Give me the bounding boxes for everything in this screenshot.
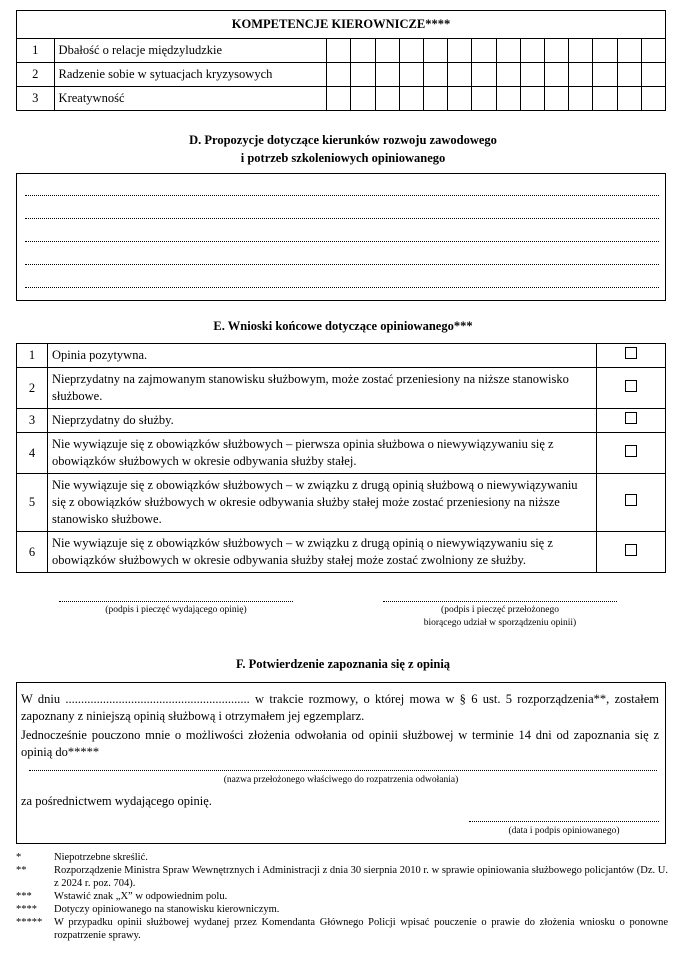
row-number: 4: [17, 433, 48, 474]
rating-cell[interactable]: [496, 39, 520, 63]
rating-cell[interactable]: [544, 63, 568, 87]
conclusion-checkbox[interactable]: [625, 445, 637, 457]
rating-cell[interactable]: [593, 39, 617, 63]
rating-cell[interactable]: [448, 63, 472, 87]
footnote-mark: ****: [16, 904, 37, 915]
table-row: [17, 368, 666, 409]
conclusion-text: Nieprzydatny na zajmowanym stanowisku służbowym, może zostać przeniesiony na niższe stanowisko służbowe.: [48, 368, 597, 409]
footnote-text: W przypadku opinii służbowej wydanej przez Komendanta Głównego Policji wpisać pouczenie o prawie do złożenia wniosku o ponowne rozpatrzenie sprawy.: [54, 917, 668, 941]
rating-cell[interactable]: [424, 87, 448, 111]
rating-cell[interactable]: [593, 87, 617, 111]
proposals-textbox[interactable]: [16, 173, 666, 301]
superior-name-caption: (nazwa przełożonego właściwego do rozpatrzenia odwołania): [223, 775, 459, 785]
row-number: 1: [17, 344, 48, 368]
footnotes: [16, 851, 668, 942]
conclusion-checkbox[interactable]: [625, 347, 637, 359]
writing-line: [25, 218, 659, 219]
rating-cell[interactable]: [520, 63, 544, 87]
rating-cell[interactable]: [641, 87, 665, 111]
writing-line: [25, 241, 659, 242]
conclusion-text: Nie wywiązuje się z obowiązków służbowych – w związku z drugą opinią o niewywiązywaniu się z obowiązków służbowych w okresie odbywania służby stałej może zostać zwolniony ze służby.: [48, 532, 597, 573]
rating-cell[interactable]: [399, 63, 423, 87]
superior-signature-caption-line2: biorącego udział w sporządzeniu opinii): [423, 618, 577, 628]
footnote: [16, 916, 668, 942]
rating-cell[interactable]: [593, 63, 617, 87]
rating-cell[interactable]: [569, 39, 593, 63]
rating-cell[interactable]: [448, 87, 472, 111]
rating-cell[interactable]: [472, 87, 496, 111]
issuer-signature[interactable]: [56, 601, 296, 617]
competencies-title: KOMPETENCJE KIEROWNICZE****: [17, 11, 666, 39]
rating-cell[interactable]: [617, 39, 641, 63]
row-number: 1: [17, 39, 55, 63]
rating-cell[interactable]: [375, 63, 399, 87]
footnote: [16, 851, 668, 864]
rating-cell[interactable]: [351, 63, 375, 87]
rating-cell[interactable]: [472, 63, 496, 87]
competency-label: Radzenie sobie w sytuacjach kryzysowych: [54, 63, 327, 87]
rating-cell[interactable]: [641, 39, 665, 63]
conclusions-table: [16, 343, 666, 573]
superior-signature[interactable]: [380, 601, 620, 630]
appeal-instruction-paragraph: Jednocześnie pouczono mnie o możliwości złożenia odwołania od opinii służbowej w terminie 14 dni od zapoznania się z opinią do*****: [21, 728, 659, 759]
rating-cell[interactable]: [496, 63, 520, 87]
via-issuer-text: za pośrednictwem wydającego opinię.: [21, 794, 212, 808]
rating-cell[interactable]: [617, 63, 641, 87]
conclusion-checkbox[interactable]: [625, 380, 637, 392]
section-f-title: F. Potwierdzenie zapoznania się z opinią: [235, 657, 451, 671]
rating-cell[interactable]: [544, 87, 568, 111]
rating-cell[interactable]: [327, 87, 351, 111]
footnote-mark: **: [16, 865, 27, 876]
section-d-title-line2: i potrzeb szkoleniowych opiniowanego: [240, 151, 446, 165]
competencies-table: [16, 10, 666, 111]
table-row: [17, 409, 666, 433]
competency-label: Kreatywność: [54, 87, 327, 111]
rating-cell[interactable]: [520, 39, 544, 63]
rating-cell[interactable]: [375, 87, 399, 111]
rating-cell[interactable]: [569, 87, 593, 111]
table-row: [17, 87, 666, 111]
date-signature-field[interactable]: [469, 821, 659, 822]
footnote: [16, 903, 668, 916]
writing-line: [25, 264, 659, 265]
row-number: 2: [17, 63, 55, 87]
rating-cell[interactable]: [399, 39, 423, 63]
rating-cell[interactable]: [351, 39, 375, 63]
writing-line: [25, 287, 659, 288]
rating-cell[interactable]: [569, 63, 593, 87]
acknowledgement-box: [16, 682, 666, 844]
row-number: 5: [17, 474, 48, 532]
acknowledgement-paragraph: W dniu ........................................................... w trakcie rozmowy, o której mowa w § 6 ust. 5 rozporządzenia**, zostałem zapoznany z niniejszą opinią służbową i otrzymałem jej egzemplarz.: [21, 692, 659, 723]
rating-cell[interactable]: [327, 63, 351, 87]
section-d-title-line1: D. Propozycje dotyczące kierunków rozwoju zawodowego: [189, 133, 497, 147]
date-signature-caption: (data i podpis opiniowanego): [508, 826, 620, 836]
conclusion-text: Nieprzydatny do służby.: [48, 409, 597, 433]
rating-cell[interactable]: [496, 87, 520, 111]
rating-cell[interactable]: [641, 63, 665, 87]
rating-cell[interactable]: [327, 39, 351, 63]
conclusion-checkbox[interactable]: [625, 412, 637, 424]
table-row: [17, 433, 666, 474]
rating-cell[interactable]: [375, 39, 399, 63]
rating-cell[interactable]: [617, 87, 641, 111]
footnote: [16, 890, 668, 903]
table-row: [17, 532, 666, 573]
conclusion-text: Opinia pozytywna.: [48, 344, 597, 368]
rating-cell[interactable]: [399, 87, 423, 111]
table-row: [17, 39, 666, 63]
table-row: [17, 344, 666, 368]
footnote-text: Dotyczy opiniowanego na stanowisku kierowniczym.: [54, 904, 280, 915]
rating-cell[interactable]: [424, 63, 448, 87]
footnote-mark: *: [16, 852, 22, 863]
rating-cell[interactable]: [520, 87, 544, 111]
row-number: 2: [17, 368, 48, 409]
footnote: [16, 864, 668, 890]
rating-cell[interactable]: [424, 39, 448, 63]
conclusion-text: Nie wywiązuje się z obowiązków służbowych – w związku z drugą opinią służbową o niewywiązywaniu się z obowiązków służbowych w okresie odbywania służby stałej może zostać przeniesiony na niższe stanowisko służbowe.: [48, 474, 597, 532]
footnote-mark: ***: [16, 891, 32, 902]
rating-cell[interactable]: [472, 39, 496, 63]
footnote-text: Niepotrzebne skreślić.: [54, 852, 148, 863]
row-number: 3: [17, 409, 48, 433]
table-row: [17, 474, 666, 532]
table-row: [17, 63, 666, 87]
rating-cell[interactable]: [351, 87, 375, 111]
competency-label: Dbałość o relacje międzyludzkie: [54, 39, 327, 63]
conclusion-checkbox[interactable]: [625, 494, 637, 506]
writing-line: [25, 195, 659, 196]
section-e-title: E. Wnioski końcowe dotyczące opiniowanego***: [213, 319, 473, 333]
footnote-mark: *****: [16, 917, 43, 928]
superior-name-field[interactable]: [29, 770, 657, 771]
footnote-text: Wstawić znak „X” w odpowiednim polu.: [54, 891, 228, 902]
rating-cell[interactable]: [544, 39, 568, 63]
row-number: 3: [17, 87, 55, 111]
footnote-text: Rozporządzenie Ministra Spraw Wewnętrznych i Administracji z dnia 30 sierpnia 2010 r. w sprawie opiniowania służbowego policjantów (Dz. U. z 2024 r. poz. 704).: [54, 865, 668, 889]
section-d-title: [0, 131, 686, 167]
row-number: 6: [17, 532, 48, 573]
issuer-signature-caption: (podpis i pieczęć wydającego opinię): [105, 605, 247, 615]
signature-line: [383, 601, 617, 602]
superior-signature-caption-line1: (podpis i pieczęć przełożonego: [441, 605, 559, 615]
conclusion-text: Nie wywiązuje się z obowiązków służbowych – pierwsza opinia służbowa o niewywiązywaniu się z obowiązków służbowych w okresie odbywania służby stałej.: [48, 433, 597, 474]
rating-cell[interactable]: [448, 39, 472, 63]
conclusion-checkbox[interactable]: [625, 544, 637, 556]
signature-line: [59, 601, 293, 602]
